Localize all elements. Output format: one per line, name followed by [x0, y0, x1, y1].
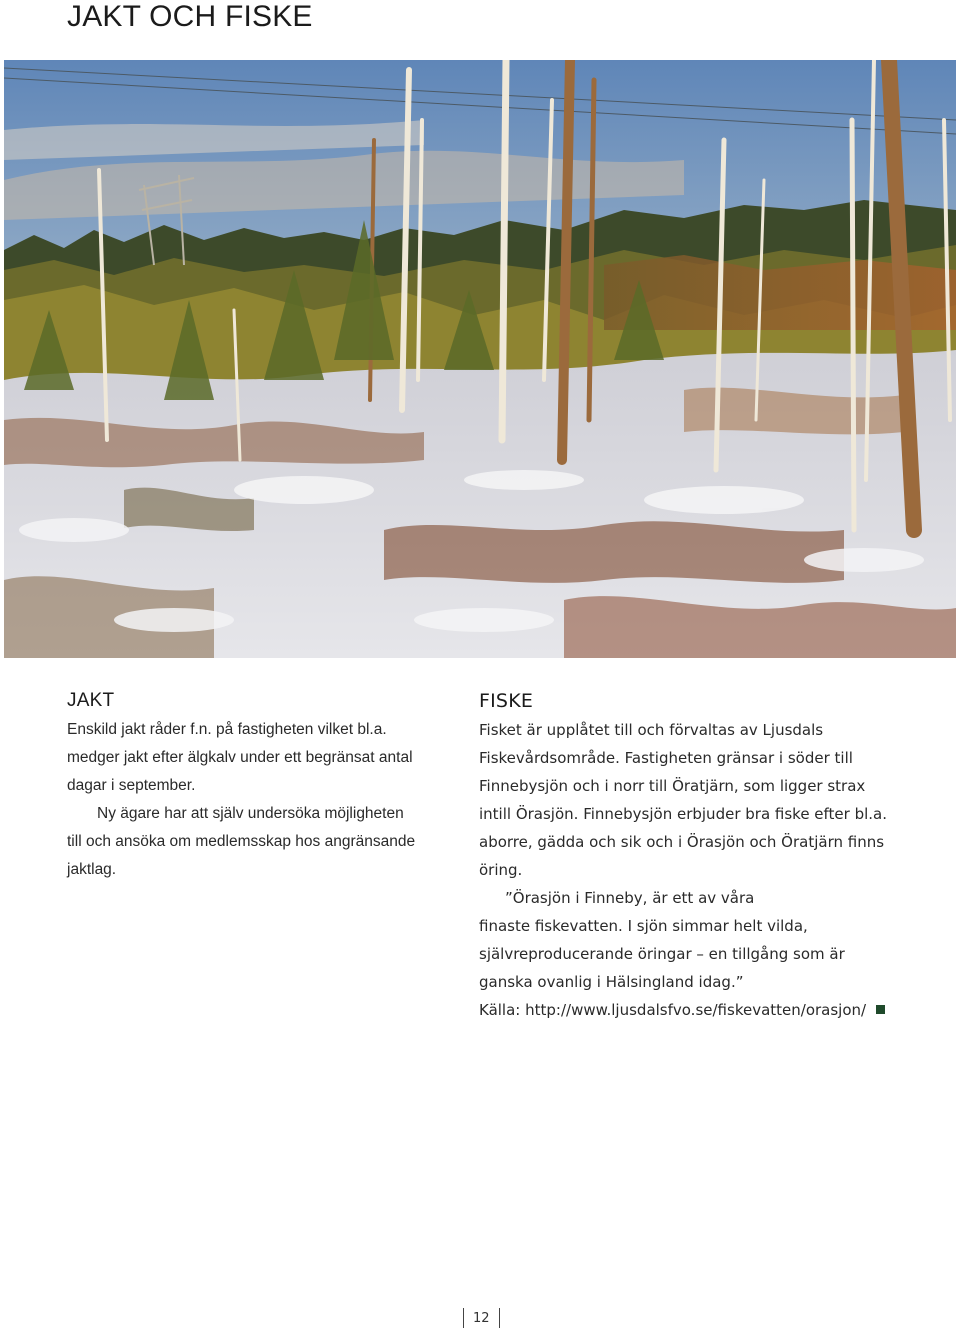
jakt-line: dagar i september. [67, 777, 196, 794]
forest-photo [4, 60, 956, 658]
fiske-quote-line: självreproducerande öringar – en tillgång som är [479, 945, 845, 963]
end-square-icon [876, 1005, 885, 1014]
jakt-line: till och ansöka om medlemsskap hos angränsande [67, 833, 416, 850]
page-number [463, 1306, 500, 1330]
fiske-heading: FISKE [479, 690, 534, 712]
fiske-line: öring. [479, 861, 523, 879]
fiske-line: Finnebysjön och i norr till Öratjärn, som ligger strax [479, 777, 866, 795]
jakt-body [67, 716, 447, 884]
fiske-line: intill Örasjön. Finnebysjön erbjuder bra fiske efter bl.a. [479, 805, 888, 823]
fiske-line: aborre, gädda och sik och i Örasjön och Öratjärn finns [479, 833, 885, 851]
fiske-section [479, 688, 888, 1024]
fiske-line: Fiskevårdsområde. Fastigheten gränsar i söder till [479, 749, 853, 767]
jakt-line: jaktlag. [67, 861, 117, 878]
jakt-line: Ny ägare har att själv undersöka möjligheten [97, 805, 404, 822]
fiske-quote-line: finaste fiskevatten. I sjön simmar helt vilda, [479, 917, 808, 935]
page-number-text: 12 [473, 1310, 490, 1326]
jakt-section [67, 688, 447, 884]
jakt-heading: JAKT [67, 690, 115, 711]
folio-divider-right [499, 1308, 500, 1328]
page-title: JAKT OCH FISKE [67, 0, 313, 33]
fiske-line: Fisket är upplåtet till och förvaltas av Ljusdals [479, 721, 824, 739]
jakt-line: Enskild jakt råder f.n. på fastigheten vilket bl.a. [67, 721, 387, 738]
fiske-body [479, 716, 888, 1024]
fiske-quote-line: ”Örasjön i Finneby, är ett av våra [505, 889, 755, 907]
jakt-line: medger jakt efter älgkalv under ett begränsat antal [67, 749, 413, 766]
fiske-quote-line: ganska ovanlig i Hälsingland idag.” [479, 973, 744, 991]
source-link[interactable]: Källa: http://www.ljusdalsfvo.se/fiskevatten/orasjon/ [479, 1001, 867, 1019]
fiske-source-line [479, 996, 879, 1024]
